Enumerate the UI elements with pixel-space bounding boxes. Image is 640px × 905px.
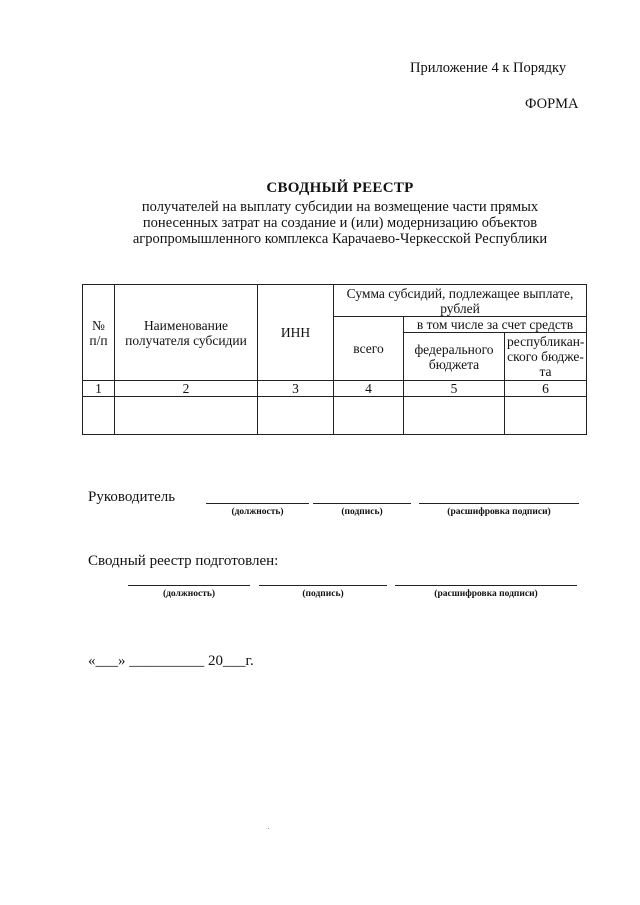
empty-cell	[115, 397, 258, 435]
column-number-6: 6	[505, 381, 587, 397]
form-label: ФОРМА	[525, 96, 579, 112]
head-position-line	[206, 503, 309, 504]
document-subtitle-line-1: получателей на выплату субсидии на возмещение части прямых	[141, 199, 539, 215]
column-number-2: 2	[115, 381, 258, 397]
prepared-decoding-line	[395, 585, 577, 586]
head-decoding-caption: (расшифровка подписи)	[447, 507, 551, 517]
head-position-caption: (должность)	[231, 507, 284, 517]
head-decoding-line	[419, 503, 579, 504]
appendix-reference: Приложение 4 к Порядку	[410, 60, 567, 76]
header-federal-budget: федерального бюджета	[404, 333, 505, 381]
header-total: всего	[334, 317, 404, 381]
column-number-1: 1	[83, 381, 115, 397]
document-subtitle-line-2: понесенных затрат на создание и (или) модернизацию объектов	[142, 215, 538, 231]
prepared-position-line	[128, 585, 250, 586]
prepared-decoding-caption: (расшифровка подписи)	[434, 589, 538, 599]
registry-table	[82, 284, 587, 435]
document-title-block	[60, 180, 620, 247]
document-subtitle-line-3: агропромышленного комплекса Карачаево-Черкесской Республики	[132, 231, 548, 247]
header-number: № п/п	[83, 285, 115, 381]
prepared-signature-caption: (подпись)	[302, 589, 344, 599]
empty-cell	[83, 397, 115, 435]
header-republic-budget: республикан-ского бюдже-та	[505, 333, 587, 381]
head-label: Руководитель	[88, 489, 176, 505]
header-recipient-name: Наименование получателя субсидии	[115, 285, 258, 381]
prepared-signature-line	[259, 585, 387, 586]
date-line: «___» __________ 20___г.	[88, 653, 254, 669]
empty-cell	[505, 397, 587, 435]
column-number-3: 3	[258, 381, 334, 397]
document-title: СВОДНЫЙ РЕЕСТР	[266, 180, 414, 196]
column-number-5: 5	[404, 381, 505, 397]
empty-cell	[258, 397, 334, 435]
head-signature-caption: (подпись)	[341, 507, 383, 517]
empty-cell	[404, 397, 505, 435]
prepared-by-label: Сводный реестр подготовлен:	[88, 553, 279, 569]
head-signature-line	[313, 503, 411, 504]
header-inn: ИНН	[258, 285, 334, 381]
scan-speck	[268, 828, 269, 829]
column-number-4: 4	[334, 381, 404, 397]
empty-cell	[334, 397, 404, 435]
header-including: в том числе за счет средств	[404, 317, 587, 333]
header-subsidy-sum: Сумма субсидий, подлежащее выплате, рублей	[334, 285, 587, 317]
table-row	[83, 397, 587, 435]
prepared-position-caption: (должность)	[162, 589, 216, 599]
